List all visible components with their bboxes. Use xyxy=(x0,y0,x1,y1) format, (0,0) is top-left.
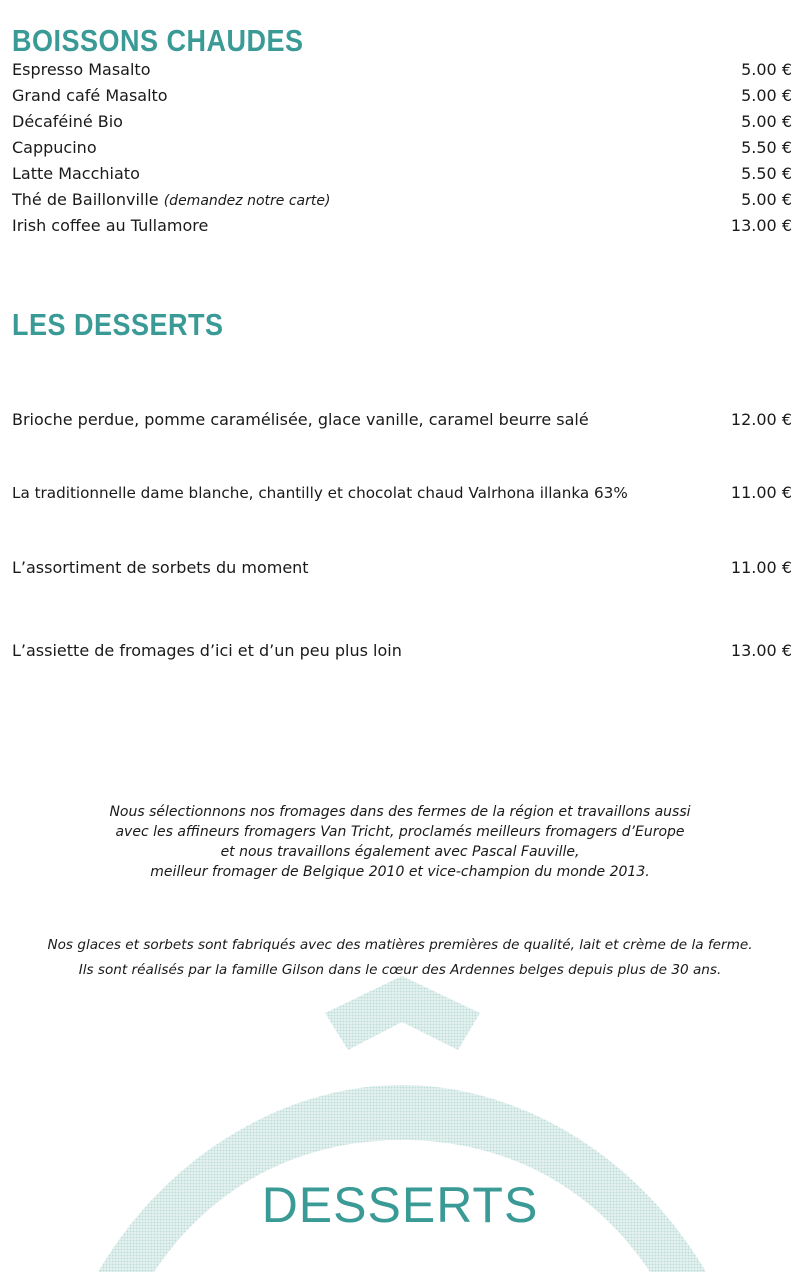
list-item xyxy=(12,161,792,187)
note-line: Nos glaces et sorbets sont fabriqués avec des matières premières de qualité, lait et crème de la ferme. xyxy=(47,937,753,953)
item-price: 13.00 € xyxy=(730,641,792,660)
item-name: Espresso Masalto xyxy=(12,60,151,79)
item-price: 5.50 € xyxy=(741,138,792,157)
list-item xyxy=(12,407,792,433)
desserts-title: LES DESSERTS xyxy=(12,308,224,342)
item-price: 11.00 € xyxy=(730,483,792,502)
list-item xyxy=(12,109,792,135)
ice-cream-note xyxy=(0,933,800,983)
list-item xyxy=(12,213,792,239)
item-name: Brioche perdue, pomme caramélisée, glace vanille, caramel beurre salé xyxy=(12,410,589,429)
note-line: Nous sélectionnons nos fromages dans des fermes de la région et travaillons aussi xyxy=(109,804,691,820)
list-item xyxy=(12,187,792,214)
item-note: (demandez notre carte) xyxy=(163,193,331,209)
hot-drinks-title: BOISSONS CHAUDES xyxy=(12,24,304,58)
list-item xyxy=(12,135,792,161)
chevron-up-icon xyxy=(325,976,480,1050)
note-line: et nous travaillons également avec Pascal Fauville, xyxy=(220,844,580,860)
item-name: L’assortiment de sorbets du moment xyxy=(12,558,309,577)
list-item xyxy=(12,555,792,581)
item-price: 13.00 € xyxy=(730,216,792,235)
footer-title: DESSERTS xyxy=(261,1177,539,1233)
item-price: 5.00 € xyxy=(741,190,792,209)
list-item xyxy=(12,57,792,83)
cheese-note xyxy=(0,802,800,882)
item-name: Décaféiné Bio xyxy=(12,112,123,131)
item-price: 11.00 € xyxy=(730,558,792,577)
list-item xyxy=(12,83,792,109)
item-price: 5.50 € xyxy=(741,164,792,183)
item-name: Irish coffee au Tullamore xyxy=(12,216,209,235)
note-line: meilleur fromager de Belgique 2010 et vice-champion du monde 2013. xyxy=(150,864,650,880)
item-price: 5.00 € xyxy=(741,60,792,79)
item-name: Latte Macchiato xyxy=(12,164,140,183)
note-line: Ils sont réalisés par la famille Gilson dans le cœur des Ardennes belges depuis plus de 30 ans. xyxy=(78,962,722,978)
item-name: Grand café Masalto xyxy=(12,86,168,105)
item-name: Thé de Baillonville xyxy=(12,190,159,209)
item-price: 12.00 € xyxy=(730,410,792,429)
note-line: avec les affineurs fromagers Van Tricht, proclamés meilleurs fromagers d’Europe xyxy=(115,824,685,840)
list-item xyxy=(12,638,792,664)
item-name: Cappucino xyxy=(12,138,97,157)
item-name-with-note xyxy=(12,187,330,214)
item-price: 5.00 € xyxy=(741,112,792,131)
item-name: L’assiette de fromages d’ici et d’un peu plus loin xyxy=(12,641,402,660)
item-price: 5.00 € xyxy=(741,86,792,105)
list-item xyxy=(12,480,792,506)
item-name: La traditionnelle dame blanche, chantilly et chocolat chaud Valrhona illanka 63% xyxy=(12,484,628,502)
